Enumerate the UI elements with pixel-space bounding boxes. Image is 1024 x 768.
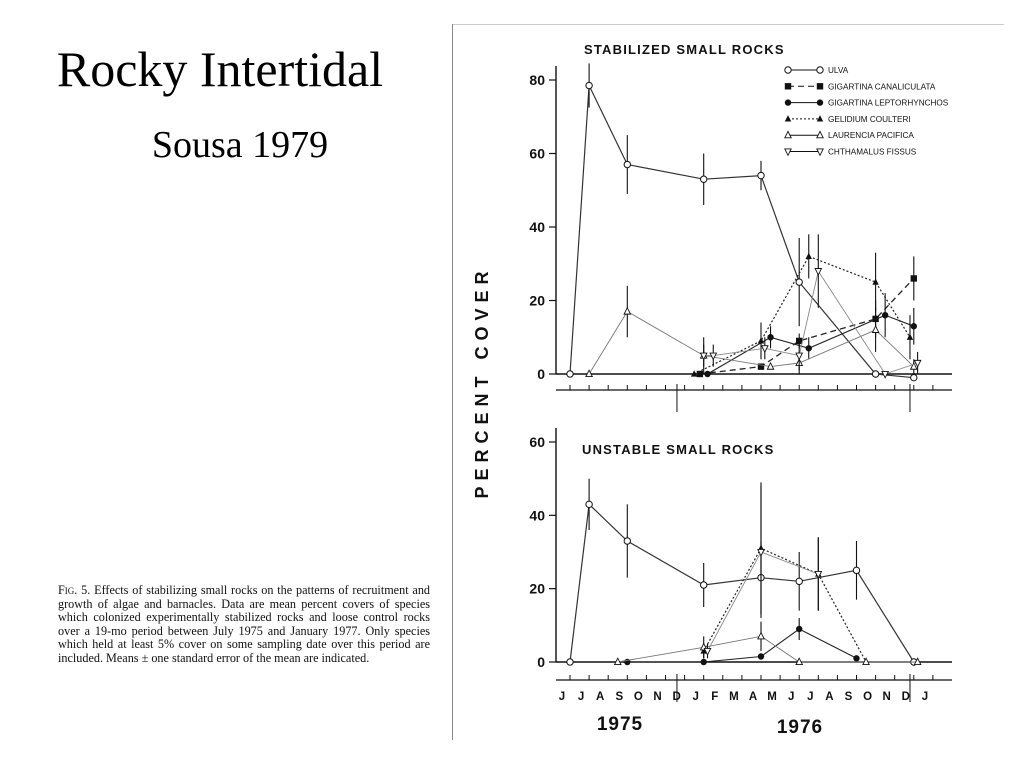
y-tick-label: 20 <box>529 580 545 597</box>
legend-label: GIGARTINA LEPTORHYNCHOS <box>828 98 949 108</box>
data-point-laurencia-pacifica <box>758 633 764 639</box>
legend-marker <box>785 99 791 105</box>
figure-svg <box>452 24 1004 740</box>
series-line-laurencia-pacifica <box>618 636 918 662</box>
x-month-label: J <box>577 691 585 703</box>
data-point-gigartina-leptorhynchos <box>911 323 917 329</box>
series-line-gigartina-leptorhynchos <box>627 629 856 662</box>
x-month-label: A <box>825 691 834 703</box>
data-point-gelidium-coulteri <box>758 337 764 343</box>
y-tick-label: 60 <box>529 433 545 450</box>
slide-subtitle: Sousa 1979 <box>151 124 329 166</box>
slide-title: Rocky Intertidal <box>56 41 384 97</box>
series-line-gigartina-leptorhynchos <box>708 315 914 374</box>
y-axis-label: PERCENT COVER <box>472 265 492 499</box>
legend-marker <box>817 115 823 121</box>
data-point-ulva <box>701 582 707 588</box>
x-month-label: A <box>748 691 758 703</box>
x-axis-month-labels <box>559 691 928 703</box>
x-month-label: A <box>596 691 605 703</box>
y-tick-label: 20 <box>529 292 545 309</box>
legend-label: ULVA <box>828 66 849 75</box>
legend-marker <box>785 115 791 121</box>
x-month-label: J <box>787 691 795 703</box>
legend-marker <box>817 131 823 137</box>
panel-title-stabilized: STABILIZED SMALL ROCKS <box>584 42 785 57</box>
data-point-ulva <box>567 659 573 665</box>
data-point-gelidium-coulteri <box>806 253 812 259</box>
legend-marker <box>817 83 823 89</box>
x-month-label: M <box>729 691 739 703</box>
y-tick-label: 0 <box>537 654 545 670</box>
x-month-label: S <box>615 691 624 703</box>
legend-marker <box>817 149 823 155</box>
x-month-label: O <box>633 691 643 703</box>
x-month-label: J <box>692 691 699 703</box>
data-point-gigartina-canaliculata <box>911 275 917 281</box>
legend-label: GELIDIUM COULTERI <box>828 114 911 124</box>
data-point-gigartina-leptorhynchos <box>796 626 802 632</box>
data-point-chthamalus-fissus <box>796 353 802 359</box>
data-point-ulva <box>567 371 573 377</box>
x-month-label: S <box>844 691 853 703</box>
x-month-label: N <box>882 691 891 703</box>
legend-marker <box>817 67 823 73</box>
x-month-label: D <box>901 691 910 703</box>
y-tick-label: 60 <box>529 145 545 162</box>
legend-label: GIGARTINA CANALICULATA <box>828 82 936 92</box>
figure-caption <box>58 584 430 666</box>
data-point-gigartina-leptorhynchos <box>767 334 773 340</box>
x-month-label: D <box>672 691 681 703</box>
data-point-gigartina-leptorhynchos <box>704 371 710 377</box>
series-line-gelidium-coulteri <box>694 256 910 374</box>
series-line-ulva <box>570 86 914 378</box>
data-point-laurencia-pacifica <box>872 326 878 332</box>
data-point-ulva <box>872 371 878 377</box>
x-month-label: J <box>807 691 814 703</box>
panel-unstable <box>529 428 952 702</box>
legend-label: LAURENCIA PACIFICA <box>828 131 914 141</box>
x-month-label: F <box>711 691 719 703</box>
legend-marker <box>785 83 791 89</box>
legend-marker <box>785 131 791 137</box>
y-tick-label: 40 <box>529 219 545 235</box>
data-point-ulva <box>796 279 802 285</box>
figure-panel <box>452 24 1004 740</box>
data-point-laurencia-pacifica <box>624 308 630 314</box>
data-point-chthamalus-fissus <box>710 353 716 359</box>
x-month-label: N <box>653 691 662 703</box>
data-point-ulva <box>758 172 764 178</box>
data-point-ulva <box>701 176 707 182</box>
data-point-ulva <box>911 374 917 380</box>
data-point-ulva <box>853 567 859 573</box>
x-month-label: O <box>863 691 873 703</box>
x-month-label: J <box>921 691 929 703</box>
data-point-ulva <box>586 501 592 507</box>
year-label-1976: 1976 <box>776 717 824 738</box>
data-point-gigartina-leptorhynchos <box>758 653 764 659</box>
caption-fig-label: Fig. 5. <box>58 583 91 597</box>
series-line-gelidium-coulteri <box>704 548 866 662</box>
legend-marker <box>817 99 823 105</box>
data-point-gigartina-leptorhynchos <box>853 655 859 661</box>
data-point-gigartina-leptorhynchos <box>882 312 888 318</box>
y-tick-label: 40 <box>529 507 545 524</box>
y-tick-label: 0 <box>537 366 545 382</box>
year-label-1975: 1975 <box>596 714 644 735</box>
legend-label: CHTHAMALUS FISSUS <box>828 147 917 157</box>
data-point-gigartina-leptorhynchos <box>701 659 707 665</box>
caption-text: Effects of stabilizing small rocks on the patterns of recruitment and growth of algae and barnacles. Data are mean percent covers of species which colonized experimentally stabilized rocks and loose control rocks over a 19-mo period between July 1975 and January 1977. Only species which held at least 5% cover on some sampling date over this period are included. Means ± one standard error of the mean are indicated. <box>58 583 430 665</box>
data-point-ulva <box>586 82 592 88</box>
data-point-gigartina-leptorhynchos <box>806 345 812 351</box>
legend-marker <box>785 67 791 73</box>
panel-title-unstable: UNSTABLE SMALL ROCKS <box>582 442 775 457</box>
legend-marker <box>785 149 791 155</box>
data-point-ulva <box>624 161 630 167</box>
x-month-label: M <box>767 691 777 703</box>
legend <box>785 66 949 157</box>
y-tick-label: 80 <box>529 72 545 88</box>
x-month-label: J <box>558 691 566 703</box>
data-point-ulva <box>624 538 630 544</box>
data-point-ulva <box>796 578 802 584</box>
